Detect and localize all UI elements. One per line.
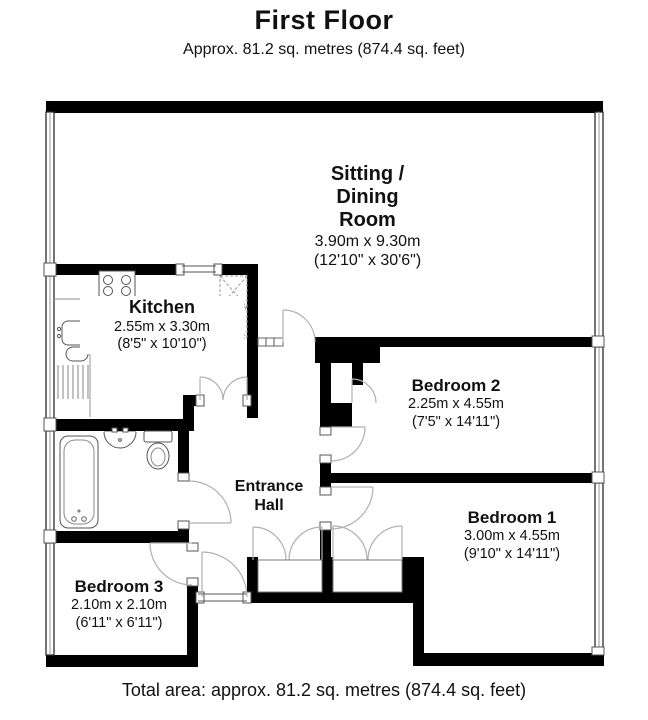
window-left-bathroom (46, 431, 54, 531)
room-dim-metric: 3.90m x 9.30m (314, 233, 421, 250)
wall-hall-south (247, 592, 424, 603)
hall-closet-bay (258, 560, 322, 592)
room-name: Hall (254, 497, 284, 515)
room-dim-imperial: (7'5" x 14'11") (411, 413, 501, 430)
door-bedroom2 (331, 427, 365, 461)
room-dim-imperial: (9'10" x 14'11") (463, 545, 561, 562)
bathtub (60, 436, 98, 528)
wall-bed2-nook-bottom (320, 403, 352, 427)
room-label-entrance-hall (214, 477, 324, 515)
drainer (58, 365, 88, 399)
page-title: First Floor (254, 5, 394, 35)
room-name: Bedroom 3 (74, 577, 164, 596)
wall-bed1-south (413, 653, 604, 666)
room-dim-imperial: (6'11" x 6'11") (75, 614, 163, 631)
door-kitchen-double (200, 377, 247, 400)
toilet (144, 431, 172, 469)
window-left-sitting (46, 112, 54, 264)
room-name: Bedroom 1 (467, 508, 557, 527)
wall-bed2-nook-right (352, 363, 363, 385)
threshold-front-door (198, 594, 247, 601)
door-hall-closet-double (253, 527, 322, 560)
door-bed1-closet-double (333, 526, 402, 560)
window-right-bed1 (595, 483, 603, 648)
wall-closet-post (322, 557, 333, 592)
bed1-closet-bay (333, 560, 402, 592)
room-label-bedroom1 (428, 508, 596, 563)
wall-bed3-north (46, 531, 187, 543)
door-bedroom1 (331, 487, 373, 529)
room-name: Kitchen (128, 297, 195, 317)
room-name: Entrance (234, 478, 304, 495)
room-label-bedroom3 (44, 577, 194, 632)
room-dim-metric: 2.25m x 4.55m (408, 396, 504, 413)
wall-step (413, 592, 424, 653)
wall-top (46, 101, 603, 113)
total-area-text: Total area: approx. 81.2 sq. metres (874.4 sq. feet) (121, 680, 527, 700)
sill-hall-sitting (258, 338, 283, 346)
room-label-bedroom2 (372, 376, 540, 431)
wall-bedrooms-divider (320, 473, 603, 483)
wall-sitting-divider (315, 337, 603, 347)
window-left-kitchen (46, 276, 54, 419)
wall-bathroom-north (46, 419, 194, 431)
room-dim-metric: 3.00m x 4.55m (464, 528, 560, 545)
room-name: Bedroom 2 (411, 376, 501, 395)
room-label-kitchen (80, 296, 244, 354)
page-subtitle: Approx. 81.2 sq. metres (874.4 sq. feet) (183, 41, 465, 58)
room-name: Dining (336, 186, 399, 208)
window-right-sitting (595, 112, 603, 337)
room-name: Room (339, 209, 396, 231)
bathroom-fixtures (60, 428, 172, 528)
door-front-entrance (202, 552, 247, 597)
room-dim-metric: 2.55m x 3.30m (114, 318, 210, 335)
room-name: Sitting / (330, 163, 405, 185)
room-dim-imperial: (12'10" x 30'6") (313, 252, 422, 270)
opening-kitchen-sitting (182, 266, 216, 272)
wall-bed3-south (46, 655, 198, 667)
room-label-sitting-dining (270, 163, 465, 270)
window-right-bed2 (595, 347, 603, 473)
wall-closet-left-stub (247, 557, 258, 592)
door-sitting-room (283, 310, 315, 342)
room-dim-imperial: (8'5" x 10'10") (117, 335, 207, 352)
wall-closet-right-stub (402, 557, 424, 592)
room-dim-metric: 2.10m x 2.10m (71, 597, 167, 614)
